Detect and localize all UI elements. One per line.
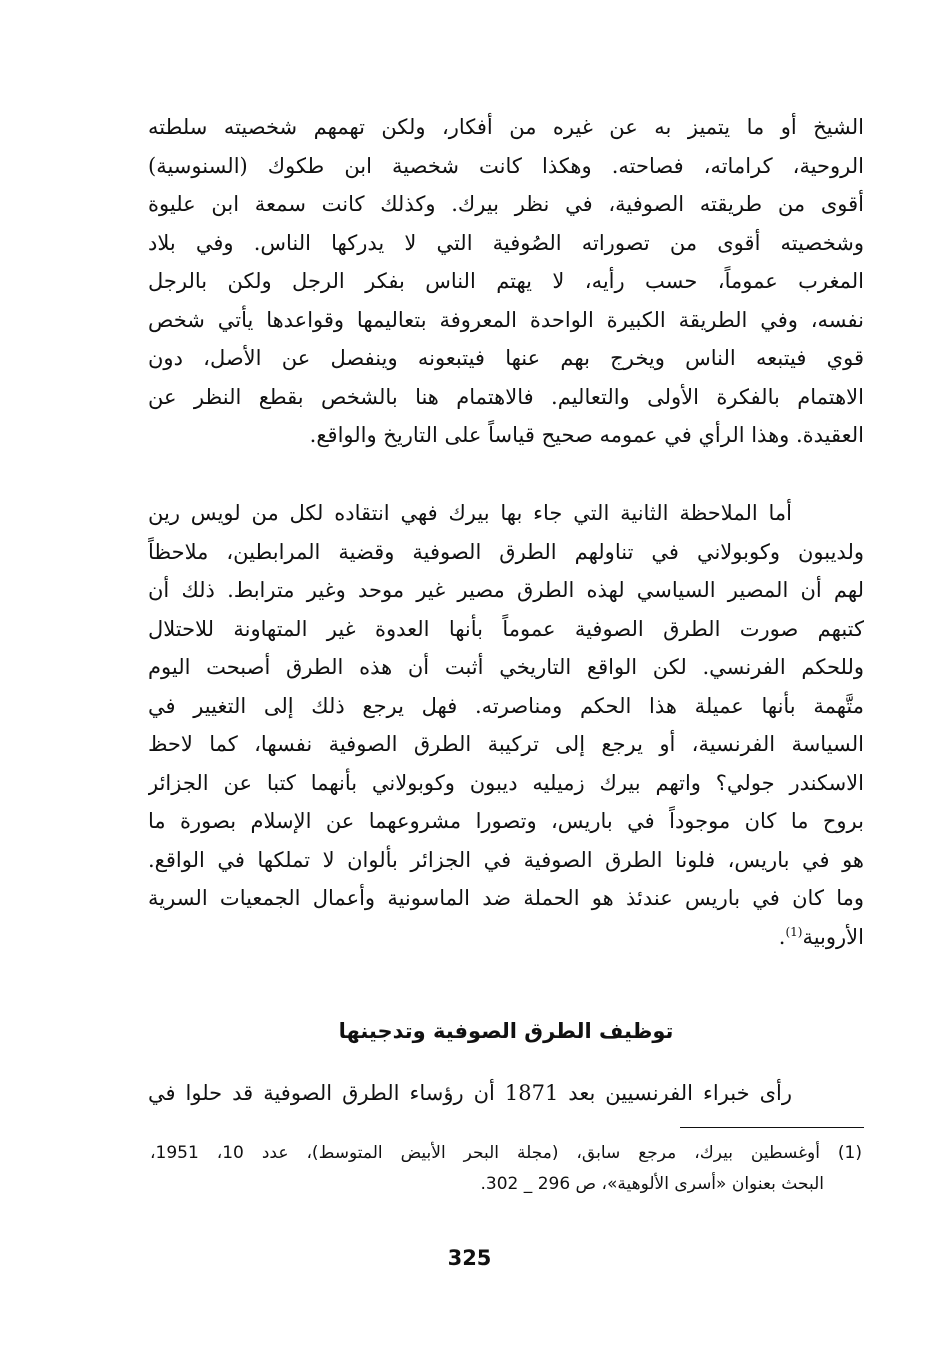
footnotes xyxy=(150,1138,862,1200)
page-number: 325 xyxy=(447,1246,492,1270)
text-line: قوي فيتبعه الناس ويخرج بهم عنها فيتبعونه وينفصل عن الأصل، دون xyxy=(148,346,864,370)
text-line: الروحية، كراماته، فصاحته. وهكذا كانت شخصية ابن طكوك (السنوسية) xyxy=(148,153,864,178)
text-line: أقوى من طريقته الصوفية، في نظر بيرك. وكذلك كانت سمعة ابن عليوة xyxy=(148,192,864,216)
text-line: أما الملاحظة الثانية التي جاء بها بيرك فهي انتقاده لكل من لويس رين xyxy=(148,501,792,525)
text-line: المغرب عموماً، حسب رأيه، لا يهتم الناس بفكر الرجل ولكن بالرجل xyxy=(148,269,864,293)
text-line: العقيدة. وهذا الرأي في عمومه صحيح قياساً على التاريخ والواقع. xyxy=(309,423,864,447)
text-line: الشيخ أو ما يتميز به عن غيره من أفكار، ولكن تهمهم شخصيته سلطته xyxy=(148,115,864,139)
text-line: لهم أن المصير السياسي لهذه الطرق مصير غير موحد وغير مترابط. ذلك أن xyxy=(148,578,864,602)
text-line: وشخصيته أقوى من تصوراته الصُوفية التي لا يدركها الناس. وفي بلاد xyxy=(148,230,864,255)
final-word: الأروبية xyxy=(802,924,864,949)
text-line: الاسكندر جولي؟ واتهم بيرك زميليه ديبون وكوبولاني بأنهما كتبا عن الجزائر xyxy=(148,770,864,795)
footnote-line: البحث بعنوان «أسرى الألوهية»، ص 296 _ 302. xyxy=(480,1174,824,1194)
paragraph-3 xyxy=(148,1074,864,1113)
text-line: نفسه، وفي الطريقة الكبيرة الواحدة المعروفة بتعاليمها وقواعدها يأتي شخص xyxy=(148,307,864,332)
paragraph-2 xyxy=(148,494,864,956)
text-line-final xyxy=(148,918,864,957)
text-line: رأى خبراء الفرنسيين بعد 1871 أن رؤساء الطرق الصوفية قد حلوا في xyxy=(148,1081,792,1105)
text-line: وما كان في باريس عندئذ هو الحملة ضد الماسونية وأعمال الجمعيات السرية xyxy=(148,886,864,910)
footnote-line: (1) أوغسطين بيرك، مرجع سابق، (مجلة البحر الأبيض المتوسط)، عدد 10، 1951، xyxy=(150,1143,863,1163)
section-heading: توظيف الطرق الصوفية وتدجينها xyxy=(338,1019,674,1043)
text-line: كتبهم صورت الطرق الصوفية عموماً بأنها العدوة غير المتهاونة للاحتلال xyxy=(148,616,864,641)
text-line: السياسة الفرنسية، أو يرجع إلى تركيبة الطرق الصوفية نفسها، كما لاحظ xyxy=(148,732,864,756)
paragraph-1 xyxy=(148,108,864,455)
text-line: هو في باريس، فلونا الطرق الصوفية في الجزائر بألوان لا تملكها في الواقع. xyxy=(148,847,864,872)
text-line: الاهتمام بالفكرة الأولى والتعاليم. فالاهتمام هنا بالشخص بقطع النظر عن xyxy=(148,384,864,409)
text-line: متَّهمة بأنها عميلة هذا الحكم ومناصرته. فهل يرجع ذلك إلى التغيير في xyxy=(148,693,864,718)
text-line: ولديبون وكوبولاني في تناولهم الطرق الصوفية وقضية المرابطين، ملاحظاً xyxy=(148,539,864,564)
text-line: بروح ما كان موجوداً في باريس، وتصورا مشروعهما عن الإسلام بصورة ما xyxy=(148,809,864,833)
text-line: وللحكم الفرنسي. لكن الواقع التاريخي أثبت أن هذه الطرق أصبحت اليوم xyxy=(148,655,864,679)
footnote-divider xyxy=(680,1127,864,1128)
final-punctuation: . xyxy=(778,924,786,949)
footnote-reference[interactable]: (1) xyxy=(785,924,803,939)
